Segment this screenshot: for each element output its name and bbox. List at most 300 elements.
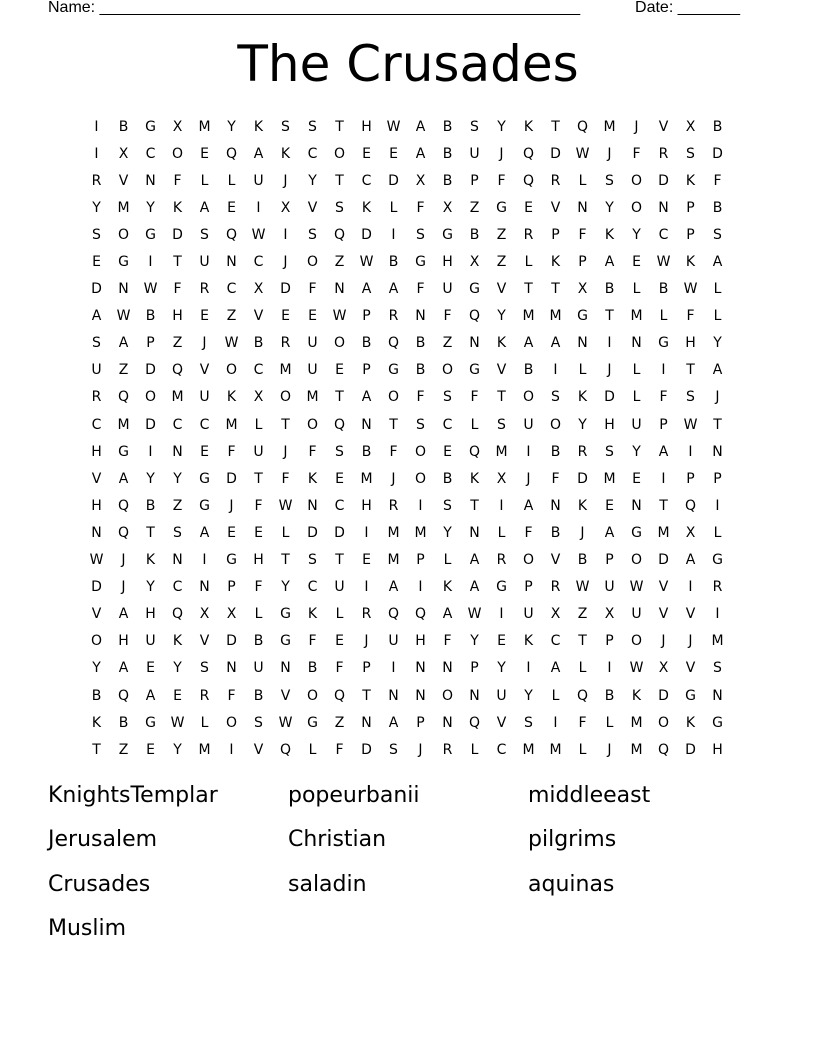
grid-letter: B	[577, 552, 588, 569]
grid-letter: K	[280, 145, 291, 162]
grid-letter: T	[362, 687, 371, 704]
grid-letter: N	[91, 524, 102, 541]
grid-letter: F	[416, 389, 425, 406]
grid-letter: S	[92, 226, 101, 243]
grid-letter: B	[604, 281, 615, 298]
grid-letter: B	[361, 335, 372, 352]
grid-letter: X	[118, 145, 129, 162]
grid-letter: G	[199, 497, 210, 514]
grid-letter: W	[359, 254, 374, 271]
grid-letter: A	[604, 524, 615, 541]
grid-letter: U	[253, 443, 264, 460]
grid-letter: B	[118, 714, 129, 731]
grid-letter: C	[253, 254, 264, 271]
grid-letter: A	[118, 470, 129, 487]
grid-letter: Z	[334, 714, 345, 731]
grid-letter: N	[577, 199, 588, 216]
grid-letter: X	[199, 606, 210, 623]
grid-letter: I	[607, 335, 612, 352]
grid-letter: M	[630, 741, 643, 758]
grid-letter: Y	[632, 226, 641, 243]
grid-letter: J	[607, 741, 612, 758]
grid-letter: N	[469, 524, 480, 541]
grid-letter: M	[117, 416, 130, 433]
grid-letter: W	[143, 281, 158, 298]
grid-letter: N	[631, 497, 642, 514]
grid-letter: L	[632, 362, 641, 379]
grid-letter: Q	[414, 606, 427, 623]
grid-letter: W	[467, 606, 482, 623]
word-bank-item: pilgrims	[528, 827, 617, 853]
grid-letter: G	[280, 606, 291, 623]
grid-letter: T	[470, 497, 479, 514]
grid-letter: U	[253, 172, 264, 189]
grid-letter: P	[686, 226, 695, 243]
grid-letter: J	[580, 524, 585, 541]
grid-letter: J	[364, 633, 369, 650]
grid-letter: D	[91, 281, 102, 298]
grid-letter: B	[658, 281, 669, 298]
grid-letter: Q	[171, 362, 184, 379]
grid-letter: M	[225, 416, 238, 433]
grid-letter: G	[469, 362, 480, 379]
grid-letter: P	[578, 254, 587, 271]
grid-letter: Y	[497, 308, 506, 325]
grid-letter: U	[469, 145, 480, 162]
grid-letter: X	[415, 172, 426, 189]
grid-letter: O	[117, 226, 130, 243]
grid-letter: G	[685, 687, 696, 704]
grid-letter: W	[170, 714, 185, 731]
grid-letter: G	[496, 579, 507, 596]
grid-letter: F	[173, 172, 182, 189]
grid-letter: L	[713, 308, 722, 325]
grid-letter: V	[658, 579, 669, 596]
grid-letter: N	[199, 579, 210, 596]
grid-letter: X	[685, 118, 696, 135]
grid-letter: I	[148, 443, 153, 460]
grid-letter: C	[442, 416, 453, 433]
grid-letter: O	[306, 687, 319, 704]
grid-letter: Y	[632, 443, 641, 460]
grid-letter: S	[200, 660, 209, 677]
grid-letter: T	[335, 118, 344, 135]
grid-letter: A	[604, 254, 615, 271]
name-field-label: Name: ______________________________________________________	[48, 0, 581, 16]
grid-letter: F	[578, 226, 587, 243]
grid-letter: J	[391, 470, 396, 487]
grid-letter: K	[253, 118, 264, 135]
grid-letter: U	[496, 687, 507, 704]
grid-letter: L	[578, 362, 587, 379]
grid-letter: J	[715, 389, 720, 406]
word-bank-item: middleeast	[528, 783, 651, 808]
grid-letter: I	[661, 470, 666, 487]
grid-letter: U	[145, 633, 156, 650]
date-field-label: Date: _______	[635, 0, 740, 16]
grid-letter: Z	[577, 606, 588, 623]
grid-letter: L	[254, 416, 263, 433]
grid-letter: K	[577, 497, 588, 514]
grid-letter: W	[386, 118, 401, 135]
grid-letter: A	[199, 524, 210, 541]
grid-letter: T	[551, 118, 560, 135]
grid-letter: M	[522, 308, 535, 325]
grid-letter: P	[686, 199, 695, 216]
grid-letter: J	[418, 741, 423, 758]
grid-letter: L	[659, 308, 668, 325]
word-bank-item: Jerusalem	[48, 827, 158, 853]
grid-letter: M	[630, 308, 643, 325]
grid-letter: G	[280, 633, 291, 650]
grid-letter: X	[172, 118, 183, 135]
grid-letter: V	[496, 281, 507, 298]
grid-letter: H	[361, 118, 372, 135]
grid-letter: F	[551, 470, 560, 487]
grid-letter: B	[712, 118, 723, 135]
grid-letter: V	[658, 118, 669, 135]
grid-letter: R	[550, 172, 561, 189]
grid-letter: K	[91, 714, 102, 731]
grid-letter: K	[523, 633, 534, 650]
grid-letter: S	[605, 443, 614, 460]
grid-letter: B	[550, 524, 561, 541]
grid-letter: E	[308, 308, 317, 325]
grid-letter: B	[361, 443, 372, 460]
grid-letter: G	[307, 714, 318, 731]
grid-letter: V	[550, 552, 561, 569]
grid-letter: Z	[118, 741, 129, 758]
grid-letter: D	[145, 362, 156, 379]
grid-letter: C	[361, 172, 372, 189]
grid-letter: F	[308, 633, 317, 650]
grid-letter: Z	[496, 226, 507, 243]
grid-letter: L	[551, 687, 560, 704]
grid-letter: B	[550, 443, 561, 460]
grid-letter: K	[685, 714, 696, 731]
grid-letter: D	[658, 172, 669, 189]
grid-letter: K	[172, 199, 183, 216]
grid-letter: M	[414, 524, 427, 541]
grid-letter: K	[442, 579, 453, 596]
grid-letter: R	[199, 687, 210, 704]
grid-letter: F	[578, 714, 587, 731]
grid-letter: I	[526, 660, 531, 677]
grid-letter: U	[307, 335, 318, 352]
grid-letter: P	[416, 552, 425, 569]
grid-letter: R	[280, 335, 291, 352]
grid-letter: M	[603, 470, 616, 487]
grid-letter: E	[497, 633, 506, 650]
grid-letter: A	[118, 335, 129, 352]
grid-letter: P	[470, 172, 479, 189]
grid-letter: X	[550, 606, 561, 623]
grid-letter: P	[605, 633, 614, 650]
grid-letter: H	[685, 335, 696, 352]
grid-letter: E	[227, 199, 236, 216]
grid-letter: F	[254, 579, 263, 596]
grid-letter: V	[307, 199, 318, 216]
grid-letter: D	[361, 226, 372, 243]
grid-letter: Y	[497, 118, 506, 135]
grid-letter: L	[470, 741, 479, 758]
grid-letter: S	[605, 172, 614, 189]
grid-letter: F	[713, 172, 722, 189]
grid-letter: J	[283, 172, 288, 189]
grid-letter: B	[388, 254, 399, 271]
grid-letter: S	[335, 443, 344, 460]
grid-letter: B	[307, 660, 318, 677]
grid-letter: B	[145, 308, 156, 325]
grid-letter: Y	[308, 172, 317, 189]
grid-letter: T	[254, 470, 263, 487]
grid-letter: X	[604, 606, 615, 623]
grid-letter: V	[550, 199, 561, 216]
grid-letter: W	[224, 335, 239, 352]
grid-letter: C	[145, 145, 156, 162]
grid-letter: T	[146, 524, 155, 541]
grid-letter: F	[254, 497, 263, 514]
grid-letter: P	[713, 470, 722, 487]
grid-letter: B	[415, 335, 426, 352]
grid-letter: D	[280, 281, 291, 298]
grid-letter: N	[226, 254, 237, 271]
grid-letter: O	[630, 199, 643, 216]
grid-letter: M	[549, 741, 562, 758]
grid-letter: I	[499, 606, 504, 623]
grid-letter: L	[200, 172, 209, 189]
grid-letter: T	[578, 633, 587, 650]
grid-letter: X	[577, 281, 588, 298]
grid-letter: K	[307, 606, 318, 623]
grid-letter: K	[685, 254, 696, 271]
grid-letter: M	[657, 524, 670, 541]
grid-letter: P	[416, 714, 425, 731]
grid-letter: R	[577, 443, 588, 460]
grid-letter: L	[578, 660, 587, 677]
grid-letter: M	[198, 118, 211, 135]
grid-letter: E	[200, 308, 209, 325]
grid-letter: N	[172, 552, 183, 569]
grid-letter: A	[550, 335, 561, 352]
grid-letter: Z	[442, 335, 453, 352]
grid-letter: F	[632, 145, 641, 162]
grid-letter: S	[443, 389, 452, 406]
grid-letter: K	[226, 389, 237, 406]
grid-letter: O	[306, 254, 319, 271]
grid-letter: A	[253, 145, 264, 162]
grid-letter: N	[226, 660, 237, 677]
grid-letter: K	[172, 633, 183, 650]
grid-letter: T	[497, 389, 506, 406]
grid-letter: O	[144, 389, 157, 406]
grid-letter: B	[253, 687, 264, 704]
grid-letter: K	[307, 470, 318, 487]
grid-letter: T	[524, 281, 533, 298]
grid-letter: E	[632, 254, 641, 271]
grid-letter: E	[524, 199, 533, 216]
grid-letter: I	[256, 199, 261, 216]
grid-letter: T	[686, 362, 695, 379]
grid-letter: U	[604, 579, 615, 596]
grid-letter: L	[578, 741, 587, 758]
grid-letter: E	[335, 470, 344, 487]
grid-letter: L	[578, 172, 587, 189]
grid-letter: G	[145, 714, 156, 731]
grid-letter: D	[172, 226, 183, 243]
grid-letter: X	[226, 606, 237, 623]
grid-letter: D	[307, 524, 318, 541]
grid-letter: P	[686, 470, 695, 487]
grid-letter: H	[91, 443, 102, 460]
grid-letter: L	[389, 199, 398, 216]
grid-letter: G	[469, 281, 480, 298]
grid-letter: C	[253, 362, 264, 379]
grid-letter: K	[523, 118, 534, 135]
grid-letter: H	[253, 552, 264, 569]
grid-letter: O	[225, 714, 238, 731]
grid-letter: V	[685, 606, 696, 623]
grid-letter: Y	[443, 524, 452, 541]
grid-letter: V	[658, 606, 669, 623]
grid-letter: H	[145, 606, 156, 623]
grid-letter: F	[389, 443, 398, 460]
grid-letter: G	[712, 714, 723, 731]
grid-letter: Y	[92, 199, 101, 216]
grid-letter: V	[253, 741, 264, 758]
grid-letter: C	[172, 579, 183, 596]
grid-letter: J	[121, 552, 126, 569]
grid-letter: R	[91, 172, 102, 189]
grid-letter: D	[226, 633, 237, 650]
grid-letter: U	[631, 606, 642, 623]
grid-letter: Z	[334, 254, 345, 271]
grid-letter: B	[442, 470, 453, 487]
grid-letter: I	[94, 145, 99, 162]
grid-letter: A	[523, 335, 534, 352]
grid-letter: Q	[333, 416, 346, 433]
grid-letter: I	[499, 497, 504, 514]
grid-letter: C	[550, 633, 561, 650]
grid-letter: Q	[171, 606, 184, 623]
grid-letter: V	[496, 362, 507, 379]
grid-letter: R	[523, 226, 534, 243]
grid-letter: H	[415, 633, 426, 650]
grid-letter: M	[117, 199, 130, 216]
grid-letter: S	[281, 118, 290, 135]
grid-letter: J	[229, 497, 234, 514]
grid-letter: V	[91, 606, 102, 623]
word-bank	[48, 778, 768, 955]
grid-letter: A	[523, 497, 534, 514]
grid-letter: P	[470, 660, 479, 677]
grid-letter: X	[469, 254, 480, 271]
grid-letter: S	[308, 118, 317, 135]
grid-letter: R	[199, 281, 210, 298]
grid-letter: I	[553, 714, 558, 731]
grid-letter: P	[524, 579, 533, 596]
grid-letter: O	[441, 687, 454, 704]
grid-letter: L	[308, 741, 317, 758]
grid-letter: X	[496, 470, 507, 487]
grid-letter: N	[361, 714, 372, 731]
grid-letter: S	[416, 416, 425, 433]
grid-letter: U	[523, 606, 534, 623]
grid-letter: U	[253, 660, 264, 677]
grid-letter: H	[712, 741, 723, 758]
grid-letter: D	[658, 687, 669, 704]
grid-letter: W	[629, 579, 644, 596]
grid-letter: Q	[522, 145, 535, 162]
grid-letter: W	[683, 416, 698, 433]
grid-letter: I	[418, 579, 423, 596]
grid-letter: Y	[146, 199, 155, 216]
grid-letter: U	[199, 254, 210, 271]
grid-letter: K	[361, 199, 372, 216]
grid-letter: T	[335, 172, 344, 189]
grid-letter: O	[414, 443, 427, 460]
grid-letter: E	[632, 470, 641, 487]
grid-letter: Q	[522, 172, 535, 189]
grid-letter: S	[308, 226, 317, 243]
grid-letter: N	[658, 199, 669, 216]
grid-letter: T	[659, 497, 668, 514]
grid-letter: Y	[605, 199, 614, 216]
grid-letter: O	[306, 416, 319, 433]
grid-letter: A	[388, 579, 399, 596]
grid-letter: Q	[684, 497, 697, 514]
grid-letter: B	[253, 335, 264, 352]
grid-letter: G	[631, 524, 642, 541]
grid-letter: I	[148, 254, 153, 271]
grid-letter: M	[171, 389, 184, 406]
grid-letter: Y	[497, 660, 506, 677]
grid-letter: D	[550, 145, 561, 162]
grid-letter: O	[414, 470, 427, 487]
grid-letter: A	[469, 579, 480, 596]
grid-letter: O	[333, 145, 346, 162]
grid-letter: O	[387, 389, 400, 406]
grid-letter: A	[118, 606, 129, 623]
grid-letter: O	[549, 416, 562, 433]
grid-letter: U	[307, 362, 318, 379]
grid-letter: S	[443, 497, 452, 514]
grid-letter: G	[145, 118, 156, 135]
grid-letter: I	[202, 552, 207, 569]
grid-letter: F	[443, 633, 452, 650]
grid-letter: S	[254, 714, 263, 731]
grid-letter: R	[496, 552, 507, 569]
grid-letter: M	[279, 362, 292, 379]
grid-letter: D	[712, 145, 723, 162]
grid-letter: E	[200, 145, 209, 162]
grid-letter: Q	[468, 443, 481, 460]
grid-letter: T	[389, 416, 398, 433]
grid-letter: E	[335, 362, 344, 379]
grid-letter: C	[658, 226, 669, 243]
grid-letter: X	[280, 199, 291, 216]
grid-letter: M	[306, 389, 319, 406]
grid-letter: U	[199, 389, 210, 406]
grid-letter: B	[253, 633, 264, 650]
grid-letter: N	[145, 172, 156, 189]
grid-letter: I	[364, 524, 369, 541]
grid-letter: Y	[146, 579, 155, 596]
grid-letter: L	[632, 389, 641, 406]
word-bank-item: aquinas	[528, 871, 615, 897]
grid-letter: V	[496, 714, 507, 731]
grid-letter: O	[333, 335, 346, 352]
